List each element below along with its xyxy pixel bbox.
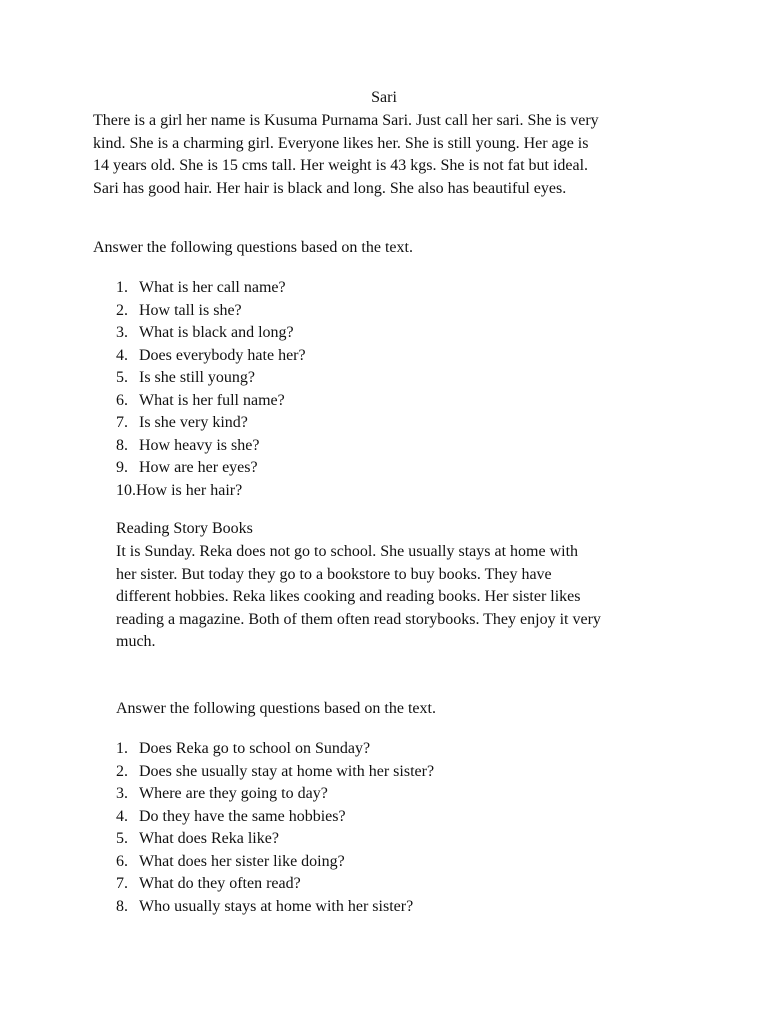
list-item <box>116 412 306 435</box>
question-number: 2. <box>116 762 128 780</box>
question-number: 5. <box>116 369 128 386</box>
passage-line: her sister. But today they go to a bookstore to buy books. They have <box>116 565 552 583</box>
question-text: How tall is she? <box>139 301 242 319</box>
passage-line: much. <box>116 633 156 650</box>
question-number: 4. <box>116 807 128 825</box>
passage-line: 14 years old. She is 15 cms tall. Her weight is 43 kgs. She is not fat but ideal. <box>93 157 589 174</box>
list-item <box>116 300 306 323</box>
question-text: Who usually stays at home with her sister? <box>139 897 414 915</box>
question-text: How are her eyes? <box>139 459 258 476</box>
list-item <box>116 277 306 300</box>
question-text: What do they often read? <box>139 875 301 892</box>
question-text: Where are they going to day? <box>139 785 328 802</box>
passage-line: reading a magazine. Both of them often read storybooks. They enjoy it very <box>116 610 601 628</box>
question-number: 8. <box>116 436 128 454</box>
question-number: 1. <box>116 740 128 757</box>
question-text: What is her full name? <box>139 391 285 409</box>
question-number: 3. <box>116 785 128 802</box>
question-number: 2. <box>116 301 128 319</box>
question-number: 8. <box>116 897 128 915</box>
list-item <box>116 851 434 874</box>
question-text: Is she very kind? <box>139 414 248 431</box>
list-item <box>116 322 306 345</box>
list-item <box>116 480 306 503</box>
question-number: 9. <box>116 459 128 476</box>
question-number: 1. <box>116 279 128 296</box>
question-number: 5. <box>116 830 128 847</box>
list-item <box>116 896 434 919</box>
list-item <box>116 806 434 829</box>
instruction-2: Answer the following questions based on the text. <box>116 700 436 717</box>
question-number: 4. <box>116 346 128 364</box>
question-number: 6. <box>116 391 128 409</box>
question-text: Do they have the same hobbies? <box>139 807 346 825</box>
list-item <box>116 345 306 368</box>
question-text: Does Reka go to school on Sunday? <box>139 740 371 757</box>
list-item <box>116 783 434 806</box>
story-title: Reading Story Books <box>116 520 253 537</box>
list-item <box>116 390 306 413</box>
question-number: 7. <box>116 414 128 431</box>
question-text: Does everybody hate her? <box>139 346 306 364</box>
question-text: How heavy is she? <box>139 436 260 454</box>
question-text: Is she still young? <box>139 369 255 386</box>
passage-line: kind. She is a charming girl. Everyone likes her. She is still young. Her age is <box>93 134 589 152</box>
question-text: What is black and long? <box>139 324 294 341</box>
question-list-1 <box>116 277 306 502</box>
question-text: What does her sister like doing? <box>139 852 345 870</box>
passage-line: different hobbies. Reka likes cooking and reading books. Her sister likes <box>116 588 581 605</box>
passage-line: It is Sunday. Reka does not go to school. She usually stays at home with <box>116 543 579 560</box>
document-title: Sari <box>371 89 397 106</box>
passage-line: Sari has good hair. Her hair is black and long. She also has beautiful eyes. <box>93 179 567 197</box>
question-text: Does she usually stay at home with her sister? <box>139 762 435 780</box>
instruction-1: Answer the following questions based on the text. <box>93 239 413 256</box>
list-item <box>116 738 434 761</box>
list-item <box>116 828 434 851</box>
question-text: How is her hair? <box>136 481 243 499</box>
passage-line: There is a girl her name is Kusuma Purnama Sari. Just call her sari. She is very <box>93 112 599 129</box>
question-number: 6. <box>116 852 128 870</box>
passage-sari <box>93 110 693 200</box>
list-item <box>116 435 306 458</box>
question-number: 10. <box>116 481 136 499</box>
question-text: What does Reka like? <box>139 830 279 847</box>
list-item <box>116 873 434 896</box>
question-number: 3. <box>116 324 128 341</box>
list-item <box>116 367 306 390</box>
list-item <box>116 761 434 784</box>
question-number: 7. <box>116 875 128 892</box>
question-text: What is her call name? <box>139 279 286 296</box>
list-item <box>116 457 306 480</box>
question-list-2 <box>116 738 434 918</box>
passage-reading-story-books <box>116 541 676 654</box>
